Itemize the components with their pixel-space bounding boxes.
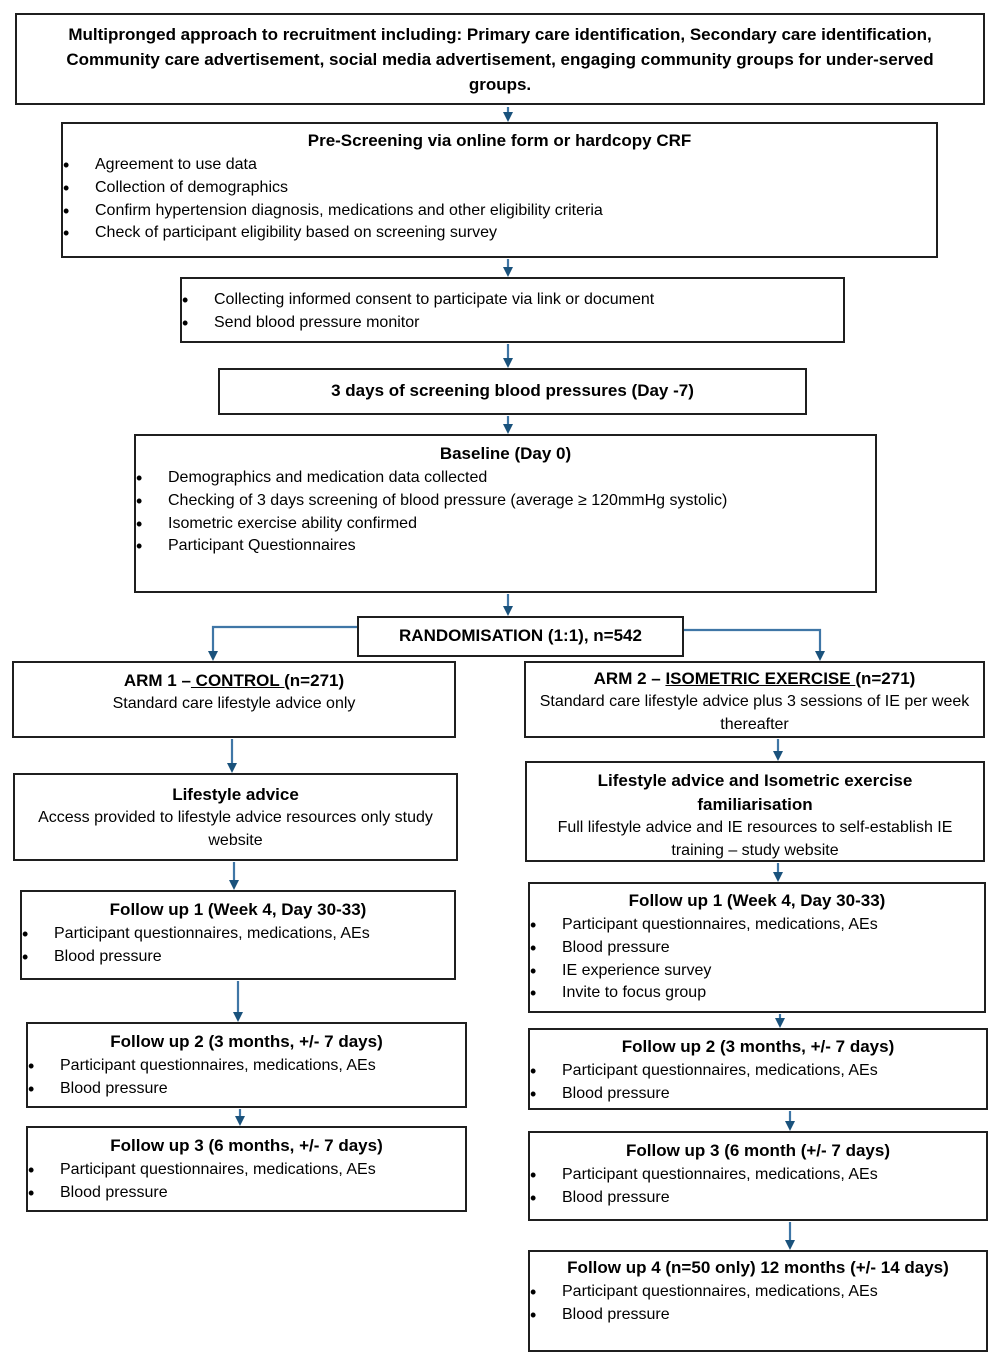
followup2-ie-title: Follow up 2 (3 months, +/- 7 days)	[621, 1037, 895, 1056]
followup2-ie-box	[528, 1028, 988, 1110]
followup2-ie-list	[530, 1060, 986, 1105]
list-item: • Participant questionnaires, medications, AEs	[28, 1055, 465, 1078]
baseline-list	[136, 467, 875, 558]
followup2-control-title: Follow up 2 (3 months, +/- 7 days)	[110, 1032, 383, 1051]
list-item: • Demographics and medication data collected	[136, 467, 875, 490]
randomisation-box	[357, 616, 684, 657]
list-item: • Participant Questionnaires	[136, 535, 875, 558]
consent-list	[182, 289, 843, 334]
list-item: • Blood pressure	[28, 1078, 465, 1101]
arm2-box	[524, 661, 985, 738]
arm1-subtitle: Standard care lifestyle advice only	[112, 695, 356, 713]
lifestyle-ie-body: Full lifestyle advice and IE resources to self-establish IE training – study website	[557, 819, 953, 859]
list-item: • Participant questionnaires, medications, AEs	[530, 1164, 986, 1187]
screening-bp-title: 3 days of screening blood pressures (Day -7)	[331, 381, 694, 400]
arm1-title-underlined: CONTROL (	[190, 671, 290, 690]
consent-box	[180, 277, 845, 343]
arm2-title-underlined: ISOMETRIC EXERCISE	[665, 669, 856, 688]
followup1-control-title: Follow up 1 (Week 4, Day 30-33)	[109, 900, 367, 919]
lifestyle-control-body: Access provided to lifestyle advice resources only study website	[38, 809, 433, 849]
prescreening-list	[63, 154, 936, 245]
list-item: • IE experience survey	[530, 960, 984, 983]
connector-randomisation-arm2	[684, 630, 820, 652]
followup1-ie-box	[528, 882, 986, 1013]
followup1-control-box	[20, 890, 456, 980]
arm1-title	[14, 669, 454, 693]
list-item: • Blood pressure	[22, 946, 454, 969]
list-item: • Participant questionnaires, medications, AEs	[530, 914, 984, 937]
followup3-ie-list	[530, 1164, 986, 1209]
arm1-box	[12, 661, 456, 738]
arm1-title-suffix: n=271)	[289, 671, 345, 690]
list-item: • Collection of demographics	[63, 177, 936, 200]
lifestyle-ie-box	[525, 761, 985, 862]
list-item: • Blood pressure	[530, 1083, 986, 1106]
followup4-ie-box	[528, 1250, 988, 1352]
list-item: • Checking of 3 days screening of blood pressure (average ≥ 120mmHg systolic)	[136, 490, 875, 513]
list-item: • Participant questionnaires, medications, AEs	[530, 1281, 986, 1304]
lifestyle-control-box	[13, 773, 458, 861]
list-item: • Check of participant eligibility based on screening survey	[63, 222, 936, 245]
prescreening-title: Pre-Screening via online form or hardcopy CRF	[307, 131, 692, 150]
followup1-control-list	[22, 923, 454, 968]
list-item: • Blood pressure	[530, 1187, 986, 1210]
randomisation-title: RANDOMISATION (1:1), n=542	[399, 626, 642, 645]
followup3-control-list	[28, 1159, 465, 1204]
followup4-ie-list	[530, 1281, 986, 1326]
arm2-title-suffix: (n=271)	[855, 669, 916, 688]
followup3-control-title: Follow up 3 (6 months, +/- 7 days)	[110, 1136, 383, 1155]
list-item: • Agreement to use data	[63, 154, 936, 177]
screening-bp-box	[218, 368, 807, 415]
arm1-title-prefix: ARM 1 –	[123, 671, 191, 690]
list-item: • Participant questionnaires, medications, AEs	[22, 923, 454, 946]
list-item: • Isometric exercise ability confirmed	[136, 513, 875, 536]
followup3-ie-title: Follow up 3 (6 month (+/- 7 days)	[626, 1141, 890, 1160]
list-item: • Confirm hypertension diagnosis, medications and other eligibility criteria	[63, 200, 936, 223]
list-item: • Collecting informed consent to participate via link or document	[182, 289, 843, 312]
arm2-title	[526, 667, 983, 691]
list-item: • Blood pressure	[530, 1304, 986, 1327]
list-item: • Blood pressure	[530, 937, 984, 960]
followup2-control-box	[26, 1022, 467, 1108]
followup2-control-list	[28, 1055, 465, 1100]
followup4-ie-title: Follow up 4 (n=50 only) 12 months (+/- 14 days)	[567, 1258, 949, 1277]
arm2-subtitle: Standard care lifestyle advice plus 3 sessions of IE per week thereafter	[539, 693, 970, 733]
followup3-ie-box	[528, 1131, 988, 1221]
lifestyle-control-title: Lifestyle advice	[172, 785, 299, 804]
baseline-title: Baseline (Day 0)	[439, 444, 572, 463]
followup1-ie-title: Follow up 1 (Week 4, Day 30-33)	[628, 891, 886, 910]
followup3-control-box	[26, 1126, 467, 1212]
recruitment-text: Multipronged approach to recruitment including: Primary care identification, Secondary care identification, Community care advertisement, social media advertisement, engaging community groups for under-served groups.	[66, 24, 934, 94]
recruitment-box	[15, 13, 985, 105]
list-item: • Send blood pressure monitor	[182, 312, 843, 335]
baseline-box	[134, 434, 877, 593]
list-item: • Blood pressure	[28, 1182, 465, 1205]
connector-randomisation-arm1	[213, 627, 357, 652]
list-item: • Participant questionnaires, medications, AEs	[28, 1159, 465, 1182]
lifestyle-ie-title: Lifestyle advice and Isometric exercise familiarisation	[597, 771, 913, 815]
list-item: • Participant questionnaires, medications, AEs	[530, 1060, 986, 1083]
followup1-ie-list	[530, 914, 984, 1005]
list-item: • Invite to focus group	[530, 982, 984, 1005]
arm2-title-prefix: ARM 2 –	[593, 669, 666, 688]
prescreening-box	[61, 122, 938, 258]
